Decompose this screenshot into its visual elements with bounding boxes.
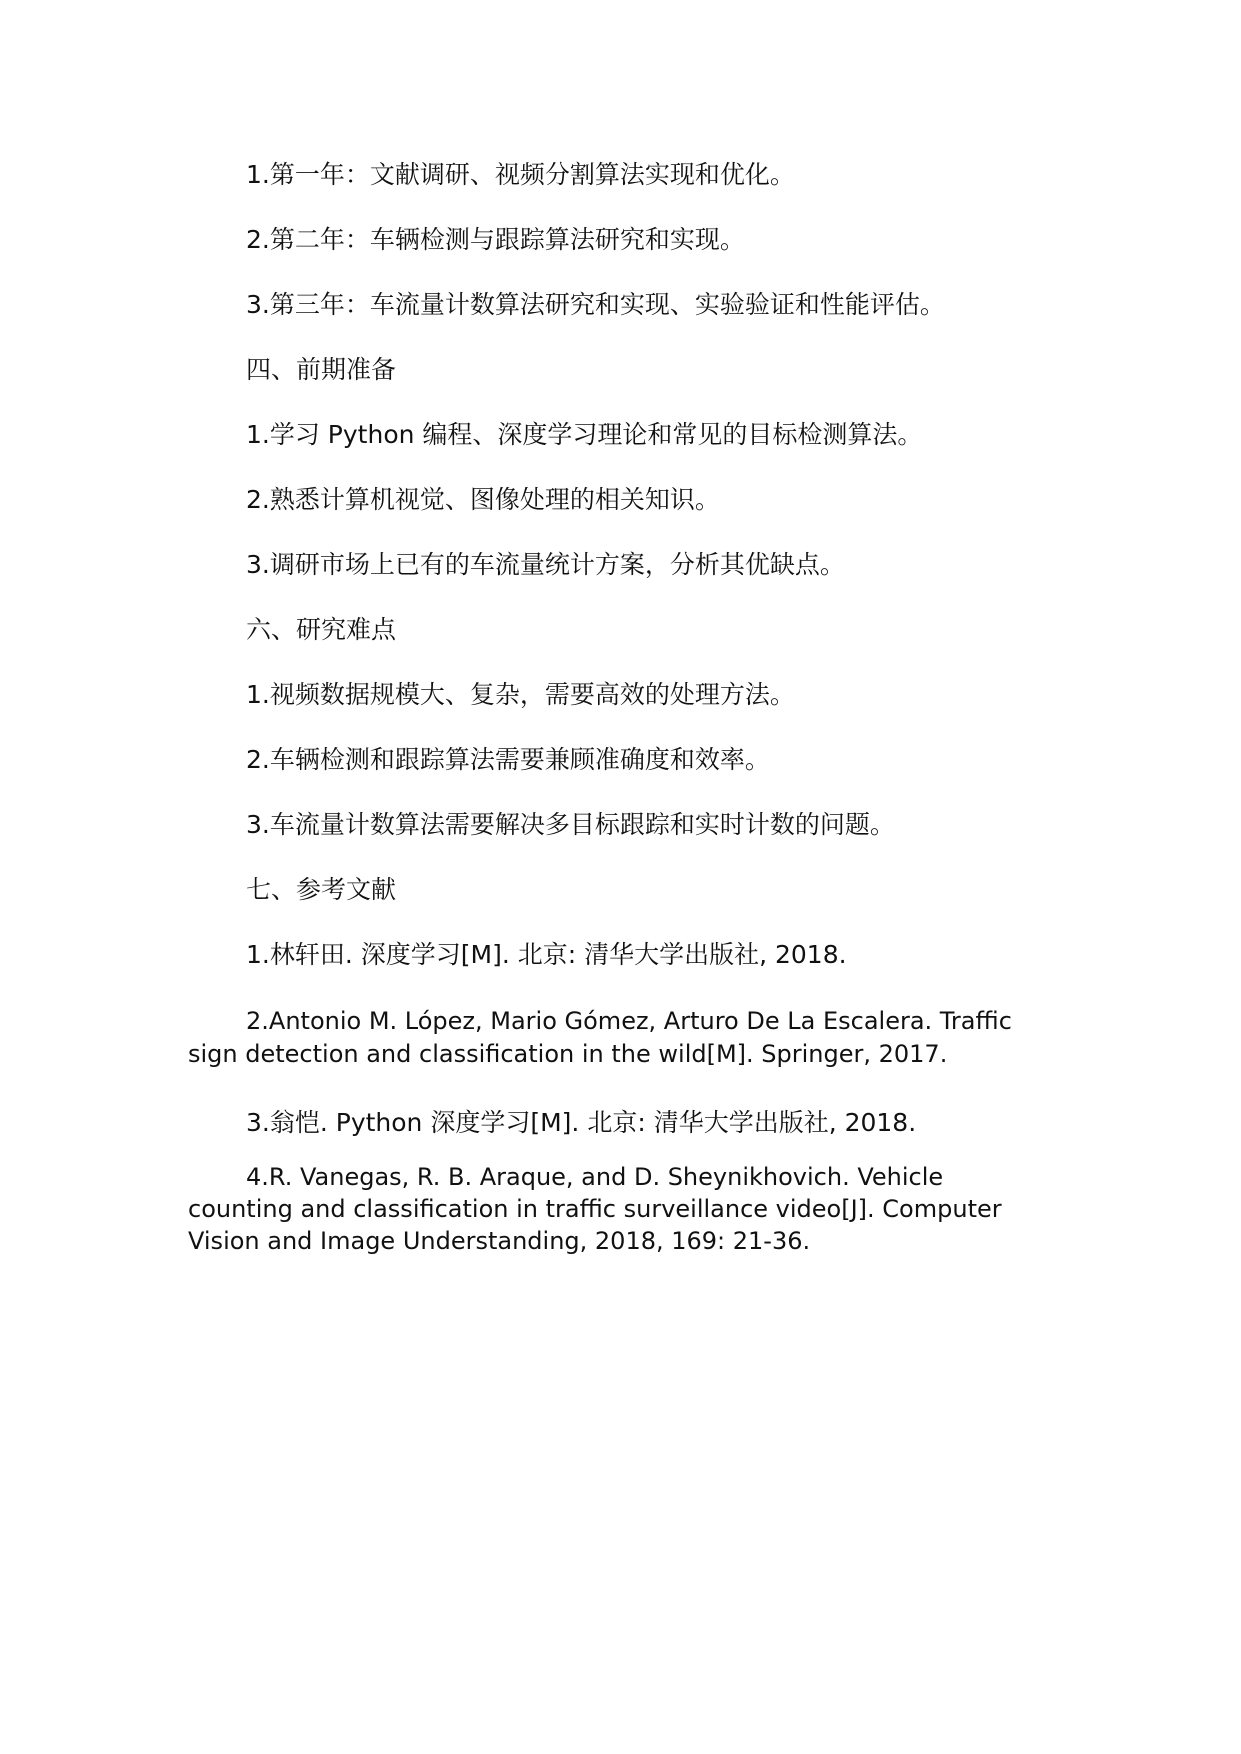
section-heading-references: 七、参考文献	[246, 875, 397, 904]
difficulty-item-1: 1.视频数据规模大、复杂，需要高效的处理方法。	[246, 680, 795, 709]
difficulty-item-2: 2.车辆检测和跟踪算法需要兼顾准确度和效率。	[246, 745, 770, 774]
reference-item-2: 2.Antonio M. López, Mario Gómez, Arturo De La Escalera. Traffic sign detection and classification in the wild[M]. Springer, 2017.	[188, 1007, 1012, 1068]
reference-item-1: 1.林轩田. 深度学习[M]. 北京: 清华大学出版社, 2018.	[246, 940, 847, 969]
reference-item-3: 3.翁恺. Python 深度学习[M]. 北京: 清华大学出版社, 2018.	[246, 1108, 917, 1137]
preparation-item-3: 3.调研市场上已有的车流量统计方案，分析其优缺点。	[246, 550, 845, 579]
preparation-item-1: 1.学习 Python 编程、深度学习理论和常见的目标检测算法。	[246, 420, 923, 449]
schedule-item-1: 1.第一年：文献调研、视频分割算法实现和优化。	[246, 160, 795, 189]
schedule-item-3: 3.第三年：车流量计数算法研究和实现、实验验证和性能评估。	[246, 290, 945, 319]
reference-item-4: 4.R. Vanegas, R. B. Araque, and D. Sheynikhovich. Vehicle counting and classification in traffic surveillance video[J]. Computer Vision and Image Understanding, 2018, 169: 21-36.	[188, 1163, 1002, 1255]
difficulty-item-3: 3.车流量计数算法需要解决多目标跟踪和实时计数的问题。	[246, 810, 895, 839]
schedule-item-2: 2.第二年：车辆检测与跟踪算法研究和实现。	[246, 225, 745, 254]
section-heading-preparation: 四、前期准备	[246, 355, 397, 384]
preparation-item-2: 2.熟悉计算机视觉、图像处理的相关知识。	[246, 485, 720, 514]
section-heading-difficulties: 六、研究难点	[246, 615, 397, 644]
